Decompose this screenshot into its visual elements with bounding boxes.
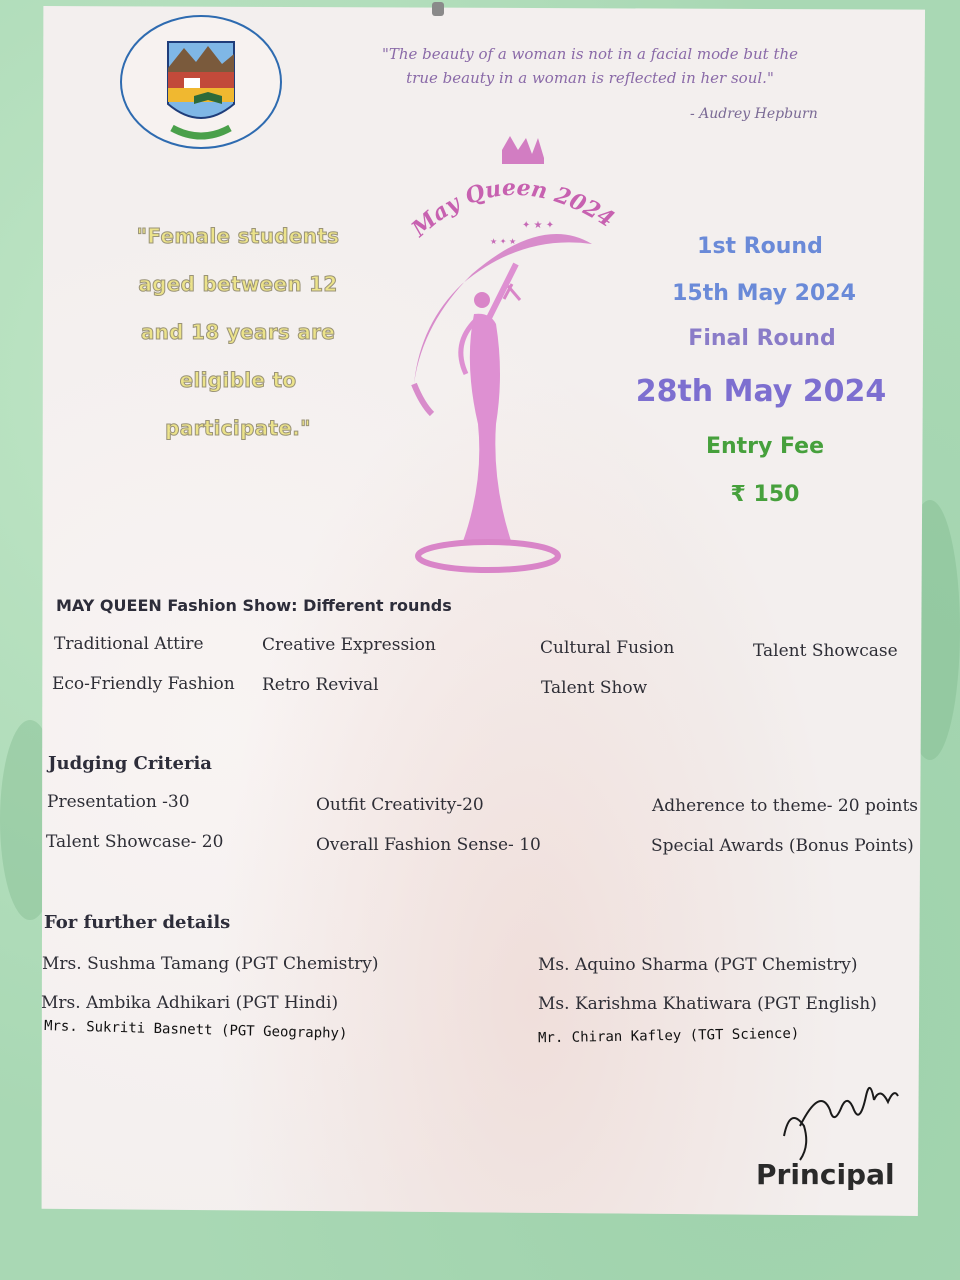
signature-icon <box>770 1066 910 1162</box>
eligibility-line: eligible to <box>179 368 297 392</box>
quote-line-2: true beauty in a woman is reflected in her soul." <box>406 69 774 87</box>
criterion-item: Presentation -30 <box>47 792 190 812</box>
criterion-item: Adherence to theme- 20 points <box>652 796 919 816</box>
eligibility-text <box>110 212 366 452</box>
round-item: Eco-Friendly Fashion <box>52 674 235 694</box>
entry-fee-label: Entry Fee <box>705 434 825 459</box>
svg-text:★ ✦ ★: ★ ✦ ★ <box>490 237 517 246</box>
eligibility-line: aged between 12 <box>138 272 338 296</box>
handwritten-contact: Mrs. Sukriti Basnett (PGT Geography) <box>43 1018 348 1042</box>
handwritten-contact: Mr. Chiran Kafley (TGT Science) <box>537 1025 800 1047</box>
round-item: Talent Showcase <box>753 641 898 661</box>
contact-item: Ms. Aquino Sharma (PGT Chemistry) <box>538 955 858 975</box>
entry-fee-amount: ₹ 150 <box>730 482 800 507</box>
contact-item: Mrs. Sushma Tamang (PGT Chemistry) <box>42 954 379 974</box>
judging-title: Judging Criteria <box>48 753 212 774</box>
quote-author: - Audrey Hepburn <box>690 106 818 122</box>
eligibility-line: participate." <box>165 416 311 440</box>
round-item: Creative Expression <box>262 635 436 655</box>
first-round-date: 15th May 2024 <box>672 281 856 306</box>
round-item: Talent Show <box>541 678 648 698</box>
round-item: Retro Revival <box>262 675 379 695</box>
final-round-label: Final Round <box>688 326 836 351</box>
round-item: Traditional Attire <box>54 634 204 654</box>
pin-icon <box>432 2 444 16</box>
eligibility-line: "Female students <box>136 224 340 248</box>
svg-text:✦ ★ ✦: ✦ ★ ✦ <box>522 220 555 231</box>
may-queen-title <box>400 150 640 260</box>
criterion-item: Talent Showcase- 20 <box>46 832 224 852</box>
contact-item: Mrs. Ambika Adhikari (PGT Hindi) <box>41 993 339 1013</box>
first-round-label: 1st Round <box>697 234 823 259</box>
school-emblem-icon <box>116 12 286 152</box>
criterion-item: Outfit Creativity-20 <box>316 795 484 815</box>
eligibility-line: and 18 years are <box>140 320 336 344</box>
contacts-title: For further details <box>44 912 231 933</box>
svg-text:May Queen 2024: May Queen 2024 <box>406 174 619 243</box>
final-round-date: 28th May 2024 <box>635 374 887 409</box>
quote-text <box>300 42 880 90</box>
round-item: Cultural Fusion <box>540 638 675 658</box>
quote-line-1: "The beauty of a woman is not in a facial mode but the <box>381 45 799 63</box>
fashion-show-title: MAY QUEEN Fashion Show: Different rounds <box>56 596 452 615</box>
criterion-item: Overall Fashion Sense- 10 <box>316 835 541 855</box>
principal-label: Principal <box>756 1158 895 1191</box>
criterion-item: Special Awards (Bonus Points) <box>651 836 914 856</box>
contact-item: Ms. Karishma Khatiwara (PGT English) <box>538 994 877 1014</box>
